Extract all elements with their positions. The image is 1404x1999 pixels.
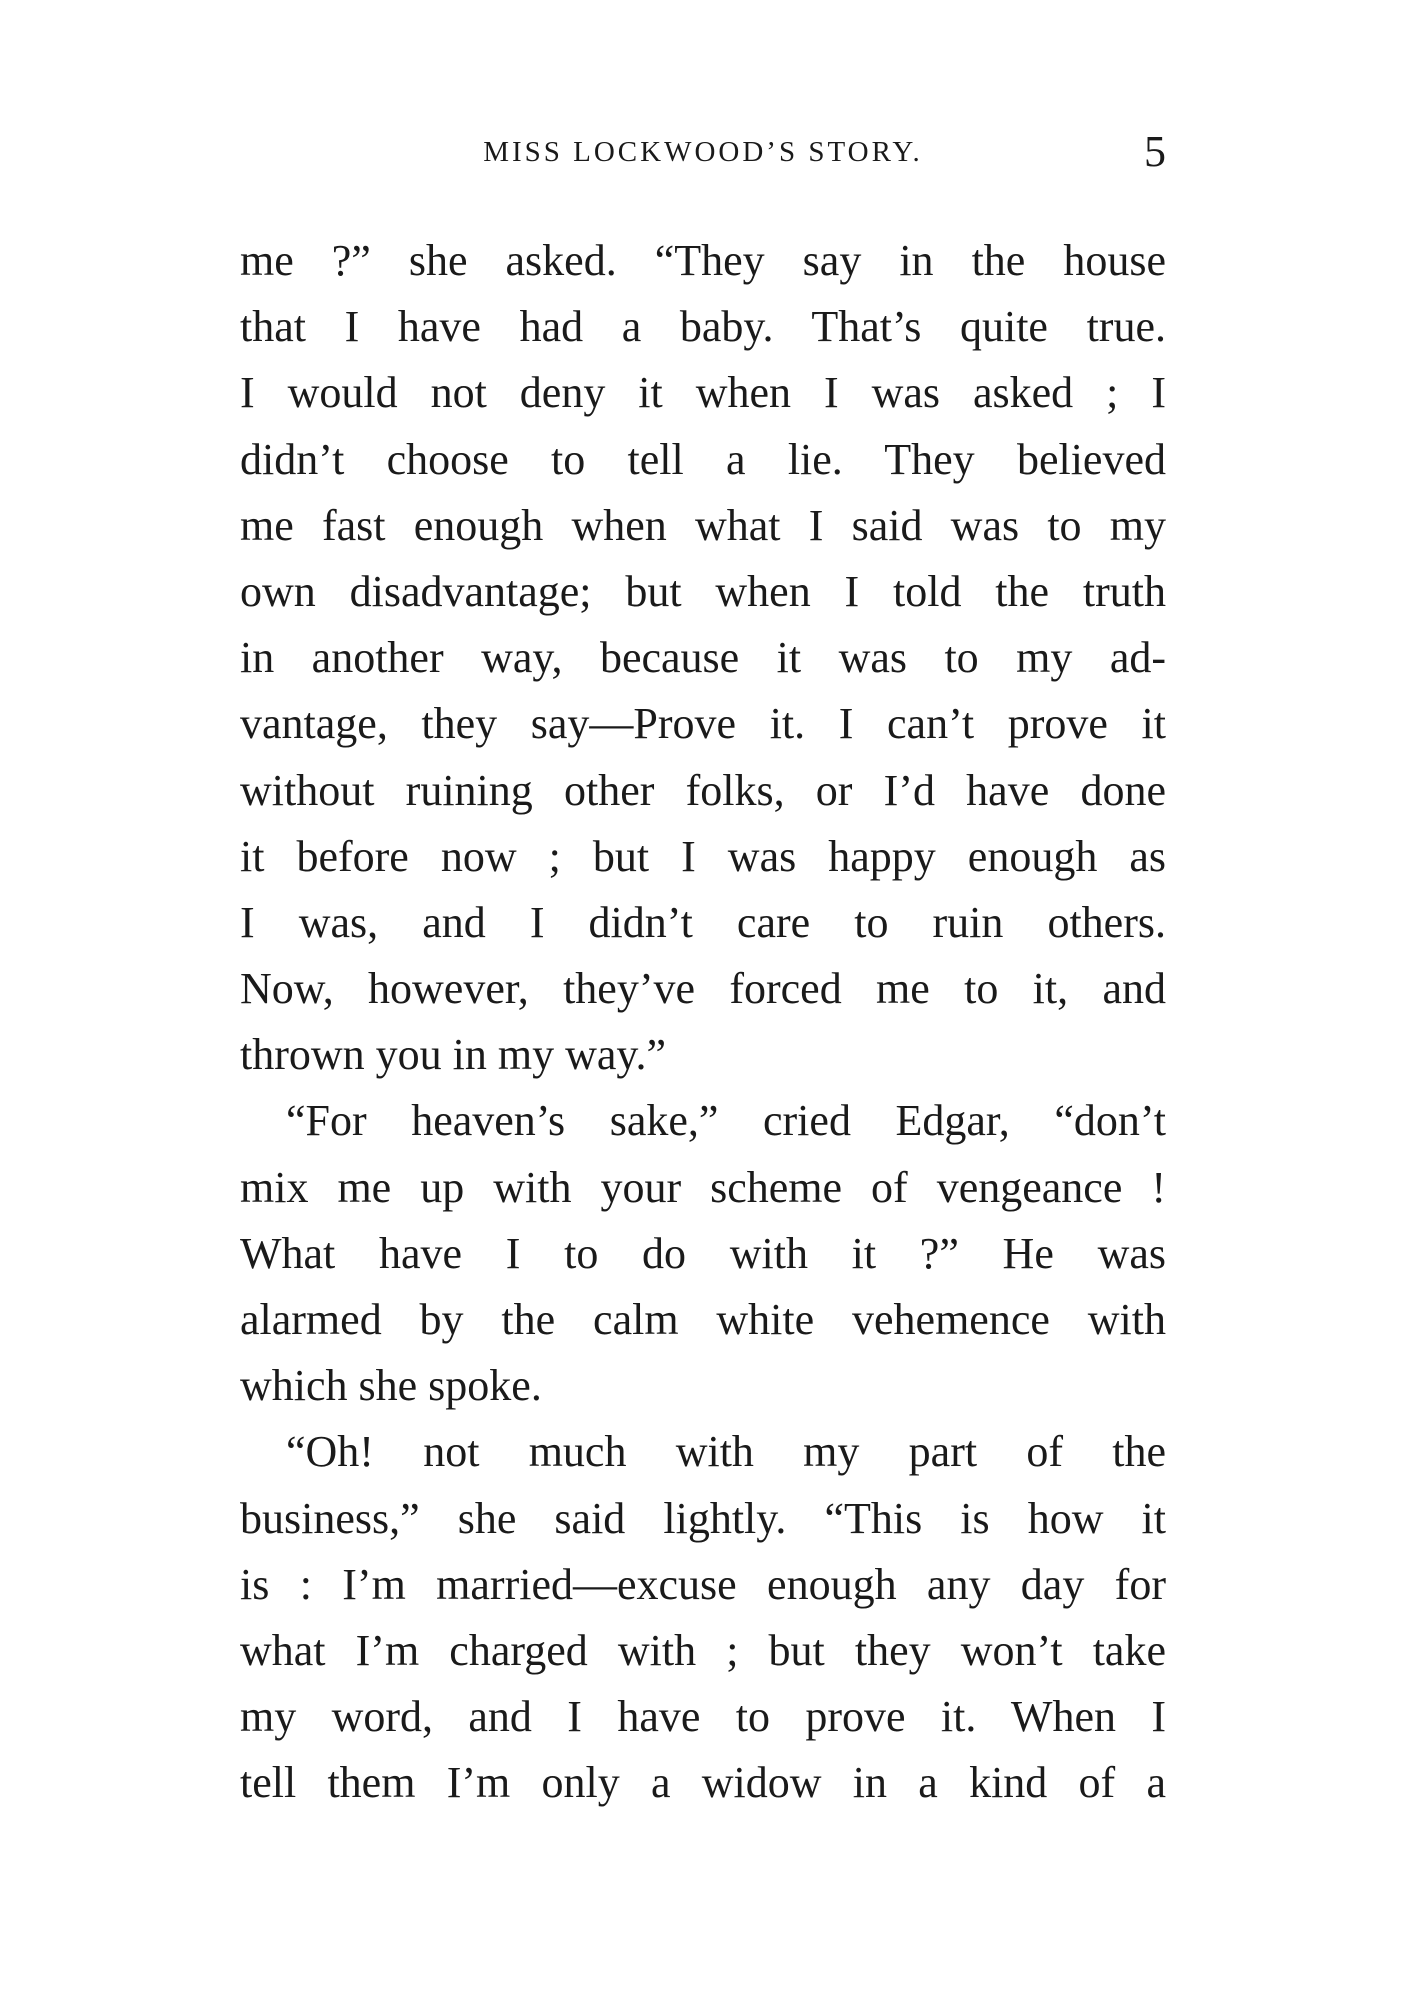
running-title: MISS LOCKWOOD’S STORY. [483,136,923,168]
text-line: own disadvantage; but when I told the truth [240,566,1166,616]
text-line: in another way, because it was to my ad- [240,633,1166,683]
text-line: Now, however, they’ve forced me to it, and [240,964,1166,1014]
text-line: is : I’m married—excuse enough any day for [240,1559,1166,1609]
text-line: didn’t choose to tell a lie. They believed [240,434,1166,484]
text-line: my word, and I have to prove it. When I [240,1692,1166,1742]
text-line: mix me up with your scheme of vengeance ! [240,1162,1166,1212]
text-line: “For heaven’s sake,” cried Edgar, “don’t [286,1096,1166,1146]
text-line: that I have had a baby. That’s quite true. [240,302,1166,352]
text-line: I would not deny it when I was asked ; I [240,368,1166,418]
text-line: thrown you in my way.” [240,1030,667,1080]
text-line: “Oh! not much with my part of the [286,1427,1166,1477]
text-line: without ruining other folks, or I’d have done [240,765,1166,815]
text-line: What have I to do with it ?” He was [240,1228,1166,1278]
text-line: I was, and I didn’t care to ruin others. [240,897,1166,947]
running-head [240,127,1166,182]
text-line: tell them I’m only a widow in a kind of a [240,1758,1166,1808]
body-text [240,228,1166,1817]
text-line: what I’m charged with ; but they won’t take [240,1625,1166,1675]
text-line: which she spoke. [240,1361,542,1411]
page-number: 5 [1144,127,1166,176]
text-line: me fast enough when what I said was to my [240,500,1166,550]
text-line: business,” she said lightly. “This is how it [240,1493,1166,1543]
text-line: vantage, they say—Prove it. I can’t prove it [240,699,1166,749]
text-line: alarmed by the calm white vehemence with [240,1295,1166,1344]
text-line: it before now ; but I was happy enough as [240,831,1166,881]
text-line: me ?” she asked. “They say in the house [240,236,1166,285]
